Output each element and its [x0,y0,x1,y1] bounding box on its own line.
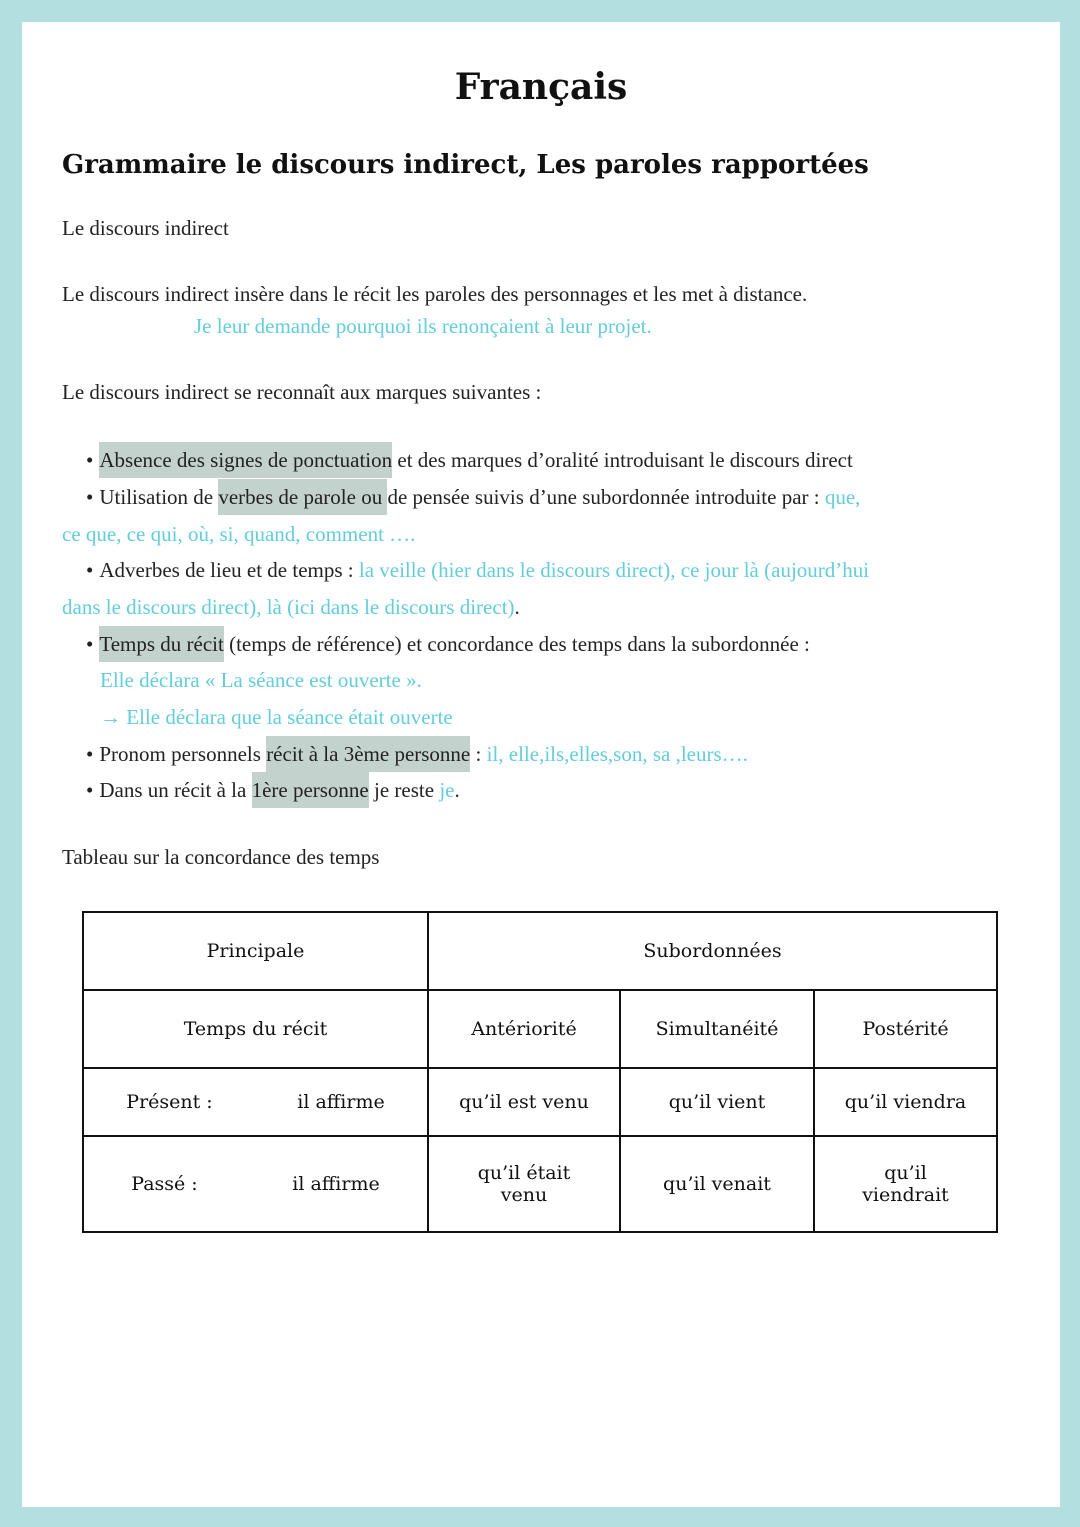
table-cell: qu’il viendra [814,1068,997,1136]
bullet-icon: • [86,632,94,656]
list-item-continuation: ce que, ce qui, où, si, quand, comment …. [62,522,416,546]
table-cell: qu’il est venu [428,1068,620,1136]
table-cell: Antériorité [428,990,620,1068]
table-row [83,912,997,990]
table-row [83,1136,997,1232]
arrow-right-icon: → [100,705,121,729]
definition-example: Je leur demande pourquoi ils renonçaient à leur projet. [194,314,652,338]
table-cell: Simultanéité [620,990,814,1068]
table-cell: qu’il vient [620,1068,814,1136]
subsection-label: Le discours indirect [62,216,229,240]
table-header-cell: Principale [83,912,428,990]
bullet-icon: • [86,742,94,766]
list-item: • Pronom personnels récit à la 3ème personne : il, elle,ils,elles,son, sa ,leurs…. [86,742,748,767]
example-line: Elle déclara « La séance est ouverte ». [100,668,422,692]
bullet-icon: • [86,778,94,802]
bullet-icon: • [86,448,94,472]
table-header-cell: Subordonnées [428,912,997,990]
table-row [83,990,997,1068]
document-page [22,22,1060,1507]
table-cell: qu’il venait [620,1136,814,1232]
marks-intro: Le discours indirect se reconnaît aux marques suivantes : [62,380,542,404]
list-item: • Temps du récit (temps de référence) et concordance des temps dans la subordonnée : [86,632,810,657]
table-cell: Temps du récit [83,990,428,1068]
table-cell: Postérité [814,990,997,1068]
table-cell: Passé : il affirme [83,1136,428,1232]
list-item-continuation: dans le discours direct), là (ici dans le discours direct). [62,595,520,619]
table-row [83,1068,997,1136]
list-item: • Absence des signes de ponctuation et des marques d’oralité introduisant le discours direct [86,448,853,473]
section-heading: Grammaire le discours indirect, Les paroles rapportées [62,150,869,180]
bullet-icon: • [86,485,94,509]
list-item: • Dans un récit à la 1ère personne je reste je. [86,778,460,803]
list-item: • Adverbes de lieu et de temps : la veille (hier dans le discours direct), ce jour là (aujourd’hui [86,558,870,582]
tense-agreement-table [82,911,998,1233]
list-item: • Utilisation de verbes de parole ou de pensée suivis d’une subordonnée introduite par : que, [86,485,860,510]
page-title: Français [454,66,628,108]
definition-text: Le discours indirect insère dans le récit les paroles des personnages et les met à distance. [62,282,808,306]
table-cell: qu’il était venu [428,1136,620,1232]
bullet-icon: • [86,558,94,582]
example-line: → Elle déclara que la séance était ouverte [100,705,453,729]
table-caption: Tableau sur la concordance des temps [62,845,380,869]
table-cell: Présent : il affirme [83,1068,428,1136]
table-cell: qu’il viendrait [814,1136,997,1232]
